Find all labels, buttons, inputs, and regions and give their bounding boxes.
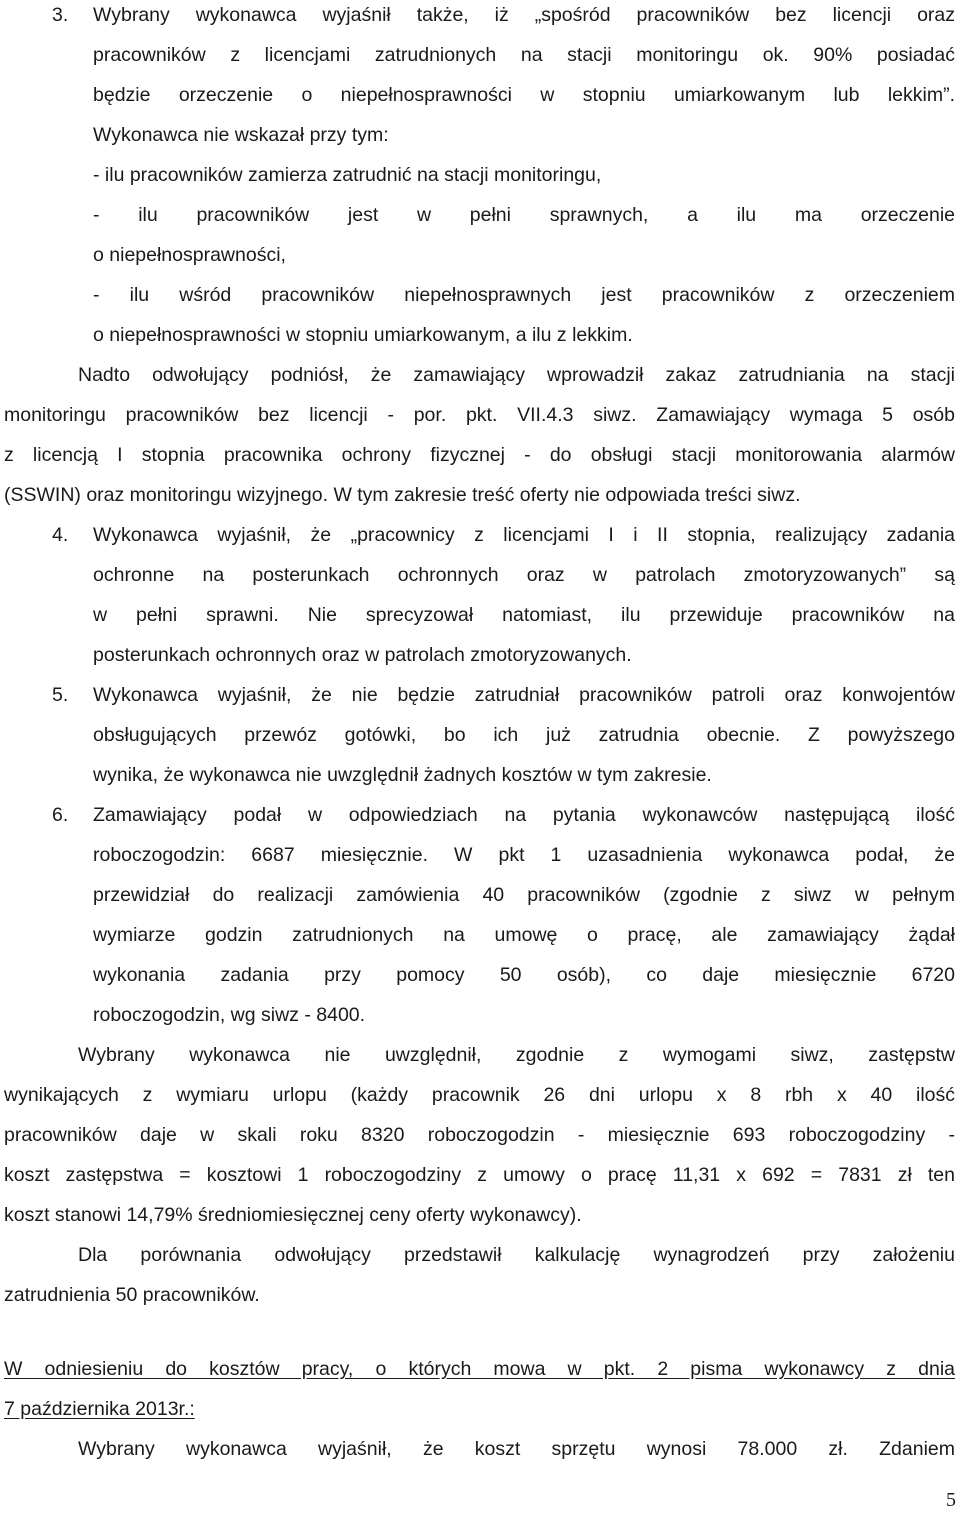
text-line: (SSWIN) oraz monitoringu wizyjnego. W tym zakresie treść oferty nie odpowiada treści siwz. (4, 484, 801, 506)
bullet-line: - ilu wśród pracowników niepełnosprawnych jest pracowników z orzeczeniem (93, 284, 955, 306)
text-line: będzie orzeczenie o niepełnosprawności w stopniu umiarkowanym lub lekkim”. (93, 84, 955, 106)
text-line: Wykonawca wyjaśnił, że „pracownicy z licencjami I i II stopnia, realizujący zadania (93, 524, 955, 546)
text-line: Wybrany wykonawca wyjaśnił także, iż „spośród pracowników bez licencji oraz (93, 4, 955, 26)
text-line: o niepełnosprawności, (93, 244, 286, 266)
text-line: koszt zastępstwa = kosztowi 1 roboczogodziny z umowy o pracę 11,31 x 692 = 7831 zł ten (4, 1164, 955, 1186)
text-line: pracowników daje w skali roku 8320 roboczogodzin - miesięcznie 693 roboczogodziny - (4, 1124, 955, 1146)
text-line: pracowników z licencjami zatrudnionych na stacji monitoringu ok. 90% posiadać (93, 44, 955, 66)
text-line: z licencją I stopnia pracownika ochrony fizycznej - do obsługi stacji monitorowania alarmów (4, 444, 955, 466)
heading-line: 7 października 2013r.: (4, 1398, 195, 1420)
text-line: Dla porównania odwołujący przedstawił kalkulację wynagrodzeń przy założeniu (78, 1244, 955, 1266)
text-line: Nadto odwołujący podniósł, że zamawiający wprowadził zakaz zatrudniania na stacji (78, 364, 955, 386)
text-line: koszt stanowi 14,79% średniomiesięcznej ceny oferty wykonawcy). (4, 1204, 582, 1226)
item-number: 3. (52, 4, 69, 26)
item-number: 6. (52, 804, 69, 826)
text-line: wynikających z wymiaru urlopu (każdy pracownik 26 dni urlopu x 8 rbh x 40 ilość (4, 1084, 955, 1106)
text-line: ochronne na posterunkach ochronnych oraz w patrolach zmotoryzowanych” są (93, 564, 955, 586)
bullet-line: - ilu pracowników zamierza zatrudnić na stacji monitoringu, (93, 164, 602, 186)
text-line: Wybrany wykonawca nie uwzględnił, zgodnie z wymogami siwz, zastępstw (78, 1044, 955, 1066)
text-line: przewidział do realizacji zamówienia 40 pracowników (zgodnie z siwz w pełnym (93, 884, 955, 906)
text-line: roboczogodzin, wg siwz - 8400. (93, 1004, 366, 1026)
text-line: wynika, że wykonawca nie uwzględnił żadnych kosztów w tym zakresie. (93, 764, 712, 786)
text-line: obsługujących przewóz gotówki, bo ich już zatrudnia obecnie. Z powyższego (93, 724, 955, 746)
item-number: 4. (52, 524, 69, 546)
bullet-line: - ilu pracowników jest w pełni sprawnych, a ilu ma orzeczenie (93, 204, 955, 226)
text-line: Wykonawca wyjaśnił, że nie będzie zatrudniał pracowników patroli oraz konwojentów (93, 684, 955, 706)
item-number: 5. (52, 684, 69, 706)
text-line: Wybrany wykonawca wyjaśnił, że koszt sprzętu wynosi 78.000 zł. Zdaniem (78, 1438, 955, 1460)
text-line: wymiarze godzin zatrudnionych na umowę o pracę, ale zamawiający żądał (93, 924, 955, 946)
text-line: wykonania zadania przy pomocy 50 osób), co daje miesięcznie 6720 (93, 964, 955, 986)
text-line: Zamawiający podał w odpowiedziach na pytania wykonawców następującą ilość (93, 804, 955, 826)
text-line: w pełni sprawni. Nie sprecyzował natomiast, ilu przewiduje pracowników na (93, 604, 955, 626)
page-number: 5 (946, 1489, 956, 1511)
text-line: zatrudnienia 50 pracowników. (4, 1284, 260, 1306)
text-line: Wykonawca nie wskazał przy tym: (93, 124, 389, 146)
text-line: monitoringu pracowników bez licencji - por. pkt. VII.4.3 siwz. Zamawiający wymaga 5 osób (4, 404, 955, 426)
text-line: o niepełnosprawności w stopniu umiarkowanym, a ilu z lekkim. (93, 324, 633, 346)
text-line: roboczogodzin: 6687 miesięcznie. W pkt 1 uzasadnienia wykonawca podał, że (93, 844, 955, 866)
text-line: posterunkach ochronnych oraz w patrolach zmotoryzowanych. (93, 644, 632, 666)
heading-line: W odniesieniu do kosztów pracy, o których mowa w pkt. 2 pisma wykonawcy z dnia (4, 1358, 955, 1380)
